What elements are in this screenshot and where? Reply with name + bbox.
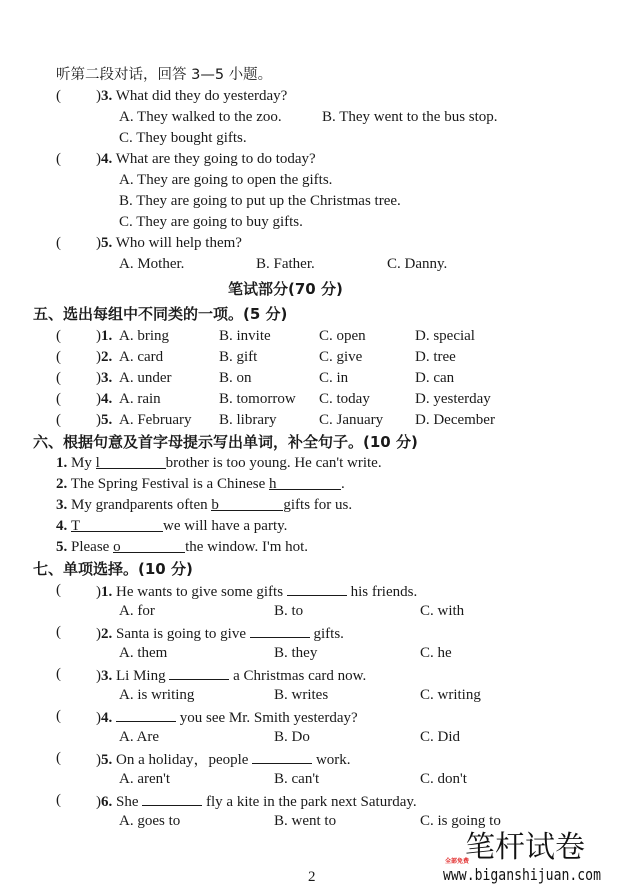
option: C. They bought gifts. xyxy=(119,130,247,146)
fill-blank[interactable] xyxy=(250,623,310,638)
option-b: B. gift xyxy=(219,349,258,365)
option-a: A. rain xyxy=(119,391,161,407)
option-a: A. aren't xyxy=(119,771,171,787)
option-a: A. card xyxy=(119,349,164,365)
fill-blank[interactable] xyxy=(287,581,347,596)
answer-paren-open[interactable]: ( xyxy=(56,328,61,344)
option-a: A. them xyxy=(119,645,168,661)
fill-in-item-5: 5. Please o the window. I'm hot. xyxy=(56,539,309,555)
option-b: B. library xyxy=(219,412,277,428)
fill-blank[interactable] xyxy=(252,749,312,764)
fill-in-item-4: 4. T we will have a party. xyxy=(56,518,288,534)
answer-paren-open[interactable]: ( xyxy=(56,708,61,724)
option-a: A. under xyxy=(119,370,172,386)
item-number: )2. xyxy=(96,349,113,365)
answer-paren-open[interactable]: ( xyxy=(56,582,61,598)
option-b: B. Do xyxy=(274,729,310,745)
answer-paren-open[interactable]: ( xyxy=(56,151,61,167)
answer-paren-open[interactable]: ( xyxy=(56,370,61,386)
written-part-title: 笔试部分(70 分) xyxy=(228,280,343,298)
watermark-title: 笔杆试卷 xyxy=(465,830,585,865)
choice-question-3: )3. Li Ming a Christmas card now. xyxy=(96,665,366,685)
fill-blank[interactable]: o xyxy=(113,538,185,553)
answer-paren-open[interactable]: ( xyxy=(56,349,61,365)
option: C. They are going to buy gifts. xyxy=(119,214,303,230)
item-number: )3. xyxy=(96,370,113,386)
option-d: D. can xyxy=(415,370,455,386)
choice-question-5: )5. On a holiday，people work. xyxy=(96,749,351,769)
listening-instruction: 听第二段对话，回答 3—5 小题。 xyxy=(56,67,273,83)
fill-blank[interactable]: T xyxy=(71,517,163,532)
option-a: A. goes to xyxy=(119,813,181,829)
answer-paren-open[interactable]: ( xyxy=(56,235,61,251)
page-number: 2 xyxy=(308,869,316,885)
item-number: )4. xyxy=(96,391,113,407)
choice-question-4: )4. you see Mr. Smith yesterday? xyxy=(96,707,358,727)
option-c: C. don't xyxy=(420,771,467,787)
option-c: C. Did xyxy=(420,729,461,745)
fill-blank[interactable]: l xyxy=(96,454,166,469)
option: B. Father. xyxy=(256,256,315,272)
item-number: )1. xyxy=(96,328,113,344)
option-a: A. for xyxy=(119,603,155,619)
option-b: B. can't xyxy=(274,771,320,787)
item-number: )5. xyxy=(96,412,113,428)
option-b: B. writes xyxy=(274,687,329,703)
option: A. They are going to open the gifts. xyxy=(119,172,333,188)
watermark-url[interactable]: www.biganshijuan.com xyxy=(443,865,601,884)
choice-question-6: )6. She fly a kite in the park next Saturday. xyxy=(96,791,417,811)
option-d: D. December xyxy=(415,412,495,428)
option-c: C. open xyxy=(319,328,366,344)
listening-question-5: )5. Who will help them? xyxy=(96,235,242,251)
option: A. Mother. xyxy=(119,256,185,272)
listening-question-4: )4. What are they going to do today? xyxy=(96,151,316,167)
answer-paren-open[interactable]: ( xyxy=(56,750,61,766)
answer-paren-open[interactable]: ( xyxy=(56,412,61,428)
fill-blank[interactable]: h xyxy=(269,475,341,490)
option-c: C. January xyxy=(319,412,384,428)
fill-in-item-3: 3. My grandparents often b gifts for us. xyxy=(56,497,353,513)
fill-blank[interactable] xyxy=(142,791,202,806)
option: B. They went to the bus stop. xyxy=(322,109,498,125)
section7-title: 七、单项选择。(10 分) xyxy=(33,560,193,578)
option-a: A. bring xyxy=(119,328,169,344)
section5-title: 五、选出每组中不同类的一项。(5 分) xyxy=(33,305,288,323)
answer-paren-open[interactable]: ( xyxy=(56,391,61,407)
option-b: B. tomorrow xyxy=(219,391,296,407)
option-c: C. in xyxy=(319,370,349,386)
option-c: C. he xyxy=(420,645,452,661)
answer-paren-open[interactable]: ( xyxy=(56,88,61,104)
option: A. They walked to the zoo. xyxy=(119,109,282,125)
answer-paren-open[interactable]: ( xyxy=(56,792,61,808)
choice-question-2: )2. Santa is going to give gifts. xyxy=(96,623,344,643)
option-d: D. special xyxy=(415,328,475,344)
option: C. Danny. xyxy=(387,256,448,272)
option-c: C. is going to xyxy=(420,813,501,829)
answer-paren-open[interactable]: ( xyxy=(56,666,61,682)
fill-in-item-2: 2. The Spring Festival is a Chinese h . xyxy=(56,476,345,492)
section6-title: 六、根据句意及首字母提示写出单词，补全句子。(10 分) xyxy=(33,433,418,451)
option-b: B. went to xyxy=(274,813,337,829)
answer-paren-open[interactable]: ( xyxy=(56,624,61,640)
option-b: B. they xyxy=(274,645,318,661)
option-d: D. yesterday xyxy=(415,391,491,407)
option-b: B. on xyxy=(219,370,252,386)
fill-blank[interactable]: b xyxy=(211,496,283,511)
option: B. They are going to put up the Christmas tree. xyxy=(119,193,401,209)
option-b: B. invite xyxy=(219,328,271,344)
option-c: C. give xyxy=(319,349,363,365)
option-b: B. to xyxy=(274,603,304,619)
listening-question-3: )3. What did they do yesterday? xyxy=(96,88,288,104)
option-c: C. writing xyxy=(420,687,481,703)
option-a: A. Are xyxy=(119,729,159,745)
option-a: A. is writing xyxy=(119,687,195,703)
watermark-tag: 全部免费 xyxy=(445,858,470,865)
option-a: A. February xyxy=(119,412,192,428)
option-d: D. tree xyxy=(415,349,456,365)
fill-in-item-1: 1. My l brother is too young. He can't write. xyxy=(56,455,382,471)
option-c: C. with xyxy=(420,603,465,619)
option-c: C. today xyxy=(319,391,370,407)
fill-blank[interactable] xyxy=(169,665,229,680)
fill-blank[interactable] xyxy=(116,707,176,722)
choice-question-1: )1. He wants to give some gifts his friends. xyxy=(96,581,417,601)
